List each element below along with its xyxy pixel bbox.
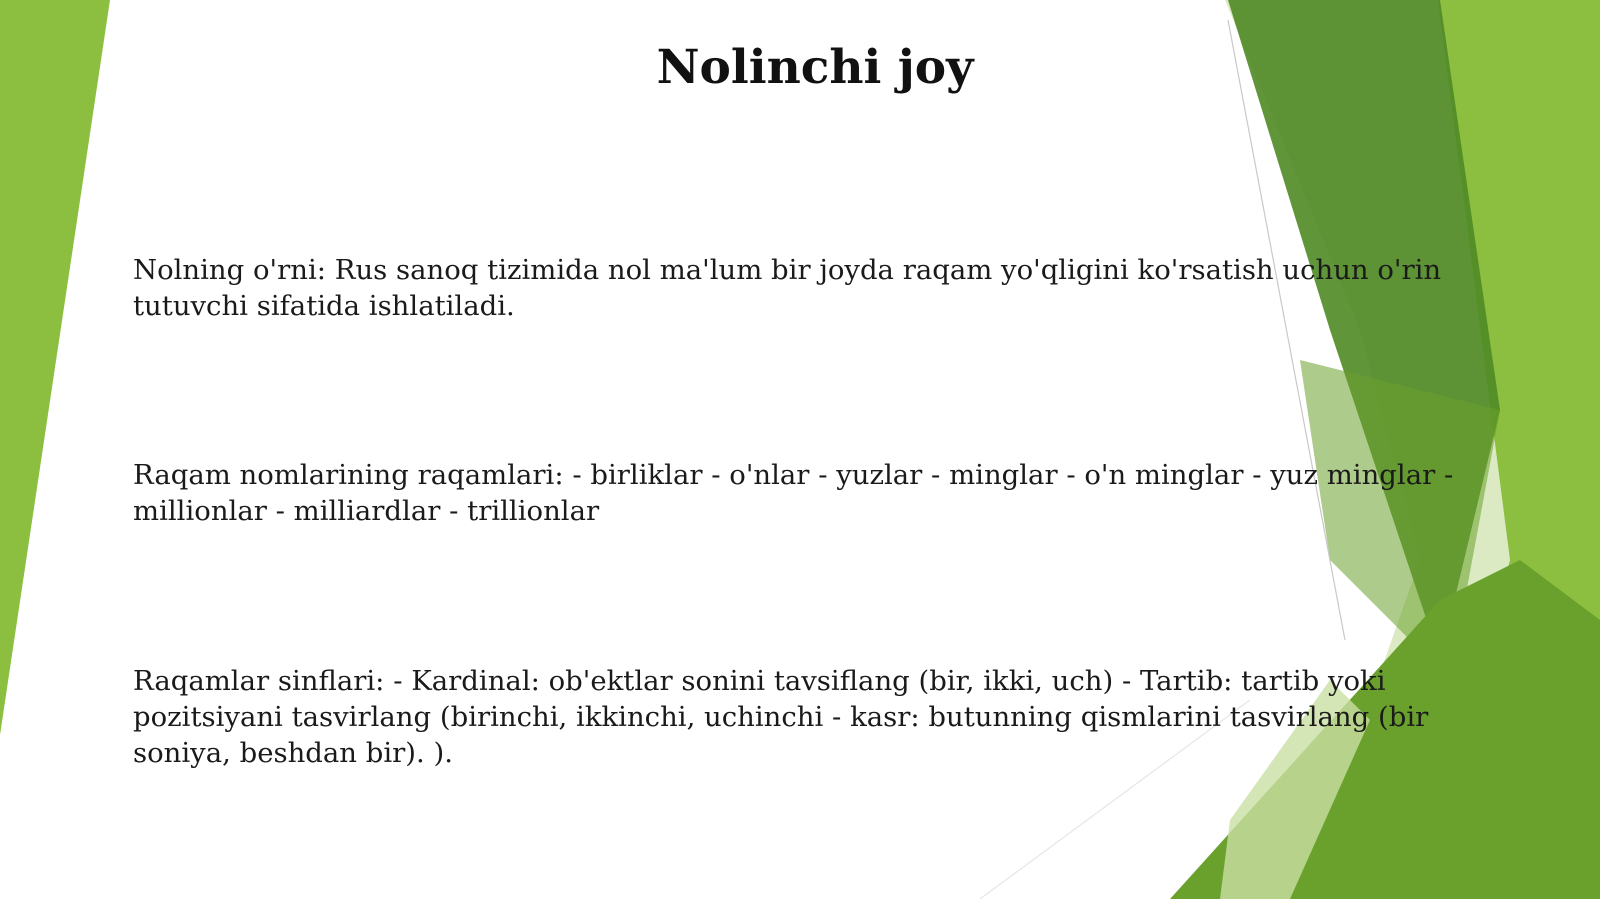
paragraph-number-place-names: Raqam nomlarining raqamlari: - birliklar - o'nlar - yuzlar - minglar - o'n minglar - yuz minglar - millionlar - milliardlar - trillionlar xyxy=(133,459,1454,527)
slide-title: Nolinchi joy xyxy=(656,40,974,95)
left-green-strip xyxy=(0,0,110,735)
paragraph-zero-position: Nolning o'rni: Rus sanoq tizimida nol ma'lum bir joyda raqam yo'qligini ko'rsatish uchun o'rin tutuvchi sifatida ishlatiladi. xyxy=(133,254,1442,322)
paragraph-number-classes: Raqamlar sinflari: - Kardinal: ob'ektlar sonini tavsiflang (bir, ikki, uch) - Tartib: tartib yoki pozitsiyani tasvirlang (birinchi, ikkinchi, uchinchi - kasr: butunning qismlarini tasvirlang (bir soniya, beshdan bir). ). xyxy=(133,665,1429,769)
